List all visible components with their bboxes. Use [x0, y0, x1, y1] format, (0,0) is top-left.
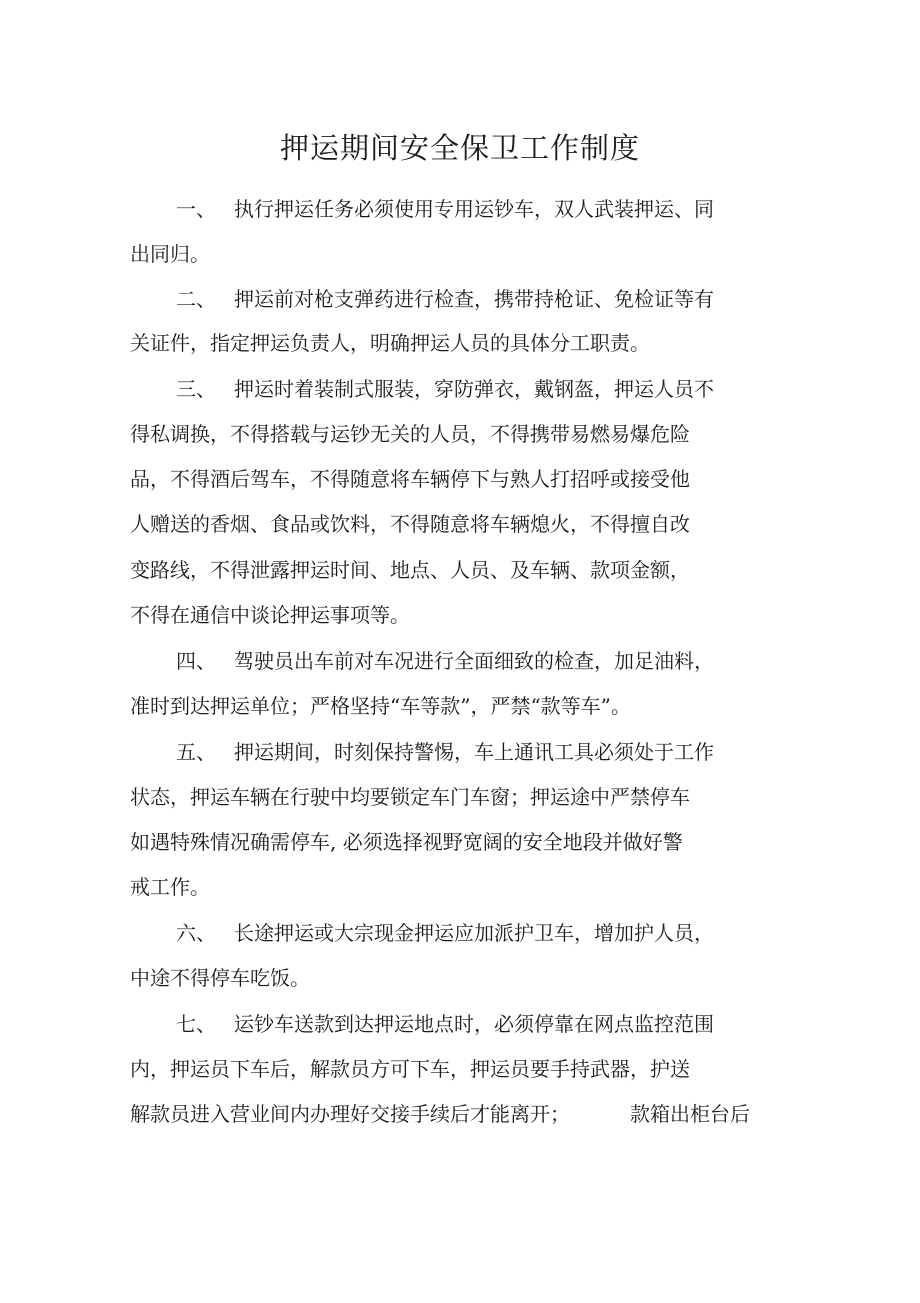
- clause-first-line: [176, 194, 714, 224]
- clause-continuation: 中途不得停车吃饭。: [130, 966, 310, 990]
- clause-continuation: 准时到达押运单位；严格坚持“车等款”，严禁“款等车”。: [130, 694, 631, 718]
- clause-text: 押运期间，时刻保持警惕，车上通讯工具必须处于工作: [234, 740, 714, 764]
- clause-text: 驾驶员出车前对车况进行全面细致的检查，加足油料，: [234, 649, 714, 673]
- clause-continuation: 不得在通信中谈论押运事项等。: [130, 603, 410, 627]
- clause-text: 押运时着装制式服装，穿防弹衣，戴钢盔，押运人员不: [234, 377, 714, 401]
- clause-first-line: [176, 737, 714, 767]
- clause-number: 一、: [176, 197, 216, 221]
- clause-text: 长途押运或大宗现金押运应加派护卫车，增加护人员，: [234, 921, 714, 945]
- clause-continuation: 如遇特殊情况确需停车, 必须选择视野宽阔的安全地段并做好警: [130, 830, 683, 854]
- clause-continuation: 出同归。: [130, 242, 210, 266]
- clause-continuation: 品，不得酒后驾车，不得随意将车辆停下与熟人打招呼或接受他: [130, 467, 690, 491]
- clause-continuation: 内，押运员下车后，解款员方可下车，押运员要手持武器，护送: [130, 1057, 690, 1081]
- clause-continuation: 戒工作。: [130, 875, 210, 899]
- clause-text: 运钞车送款到达押运地点时，必须停靠在网点监控范围: [234, 1012, 714, 1036]
- clause-first-line: [176, 1009, 714, 1039]
- clause-first-line: [176, 918, 714, 948]
- clause-text: 押运前对枪支弹药进行检查，携带持枪证、免检证等有: [234, 287, 714, 311]
- clause-first-line: [176, 374, 714, 404]
- clause-first-line: [176, 646, 714, 676]
- clause-continuation: 得私调换，不得搭载与运钞无关的人员，不得携带易燃易爆危险: [130, 422, 690, 446]
- document-title: 押运期间安全保卫工作制度: [279, 131, 640, 165]
- clause-continuation: 解款员进入营业间内办理好交接手续后才能离开；: [130, 1102, 570, 1126]
- clause-number: 七、: [176, 1012, 216, 1036]
- clause-continuation: 状态，押运车辆在行驶中均要锁定车门车窗；押运途中严禁停车: [130, 785, 690, 809]
- clause-continuation-tail: 款箱出柜台后: [630, 1102, 750, 1126]
- clause-number: 四、: [176, 649, 216, 673]
- clause-number: 二、: [176, 287, 216, 311]
- clause-number: 三、: [176, 377, 216, 401]
- clause-text: 执行押运任务必须使用专用运钞车，双人武装押运、同: [234, 197, 714, 221]
- clause-continuation: 人赠送的香烟、食品或饮料，不得随意将车辆熄火，不得擅自改: [130, 512, 690, 536]
- clause-continuation: 变路线，不得泄露押运时间、地点、人员、及车辆、款项金额，: [130, 558, 690, 582]
- clause-number: 五、: [176, 740, 216, 764]
- clause-number: 六、: [176, 921, 216, 945]
- clause-continuation: 关证件，指定押运负责人，明确押运人员的具体分工职责。: [130, 331, 650, 355]
- clause-first-line: [176, 284, 714, 314]
